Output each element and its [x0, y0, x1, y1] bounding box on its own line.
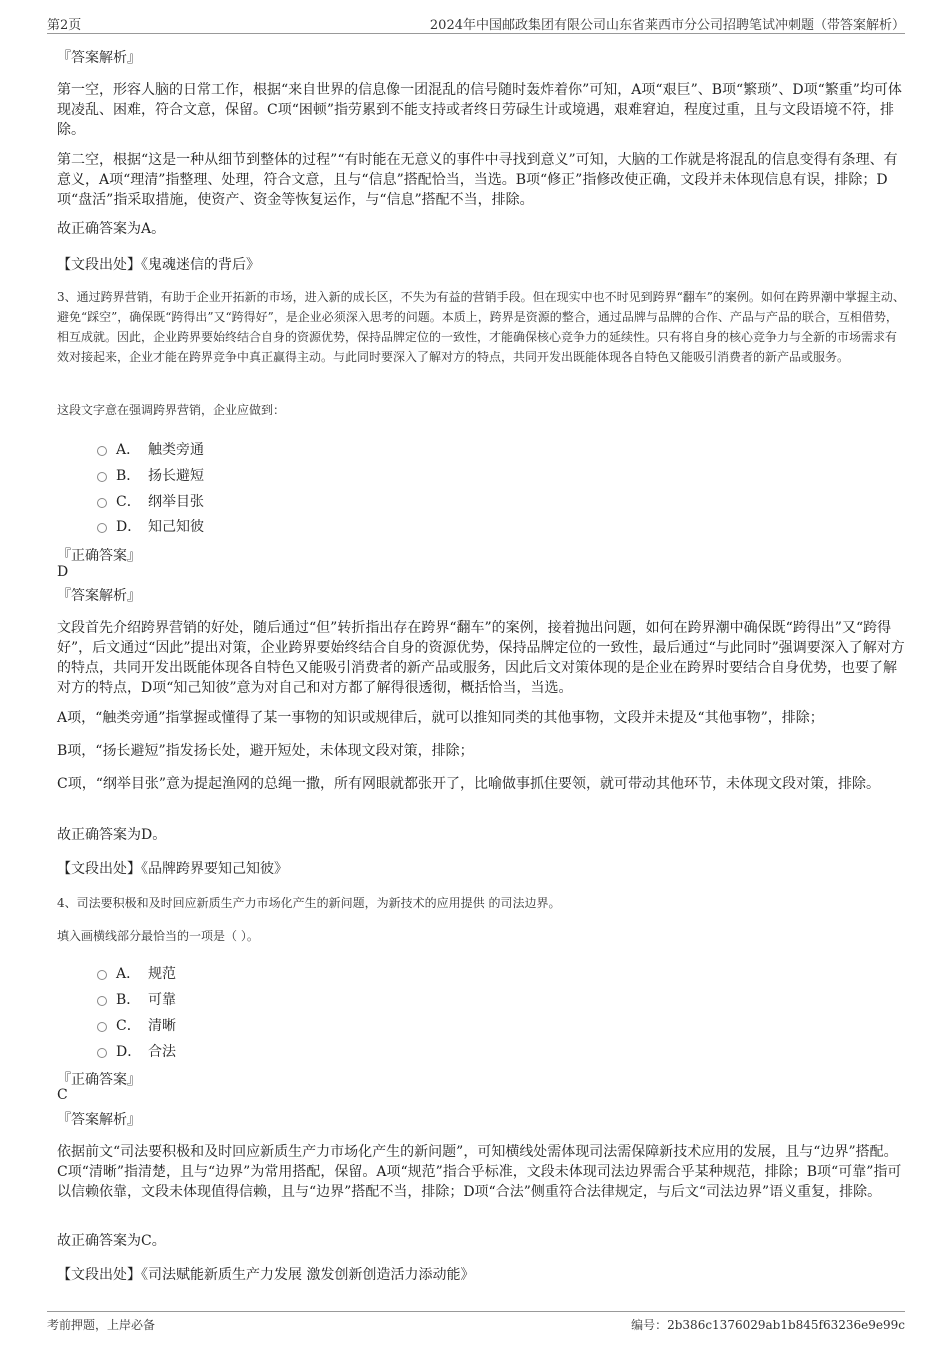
q4-option-b[interactable]: B． 可靠: [97, 989, 176, 1009]
q3-option-b[interactable]: B． 扬长避短: [97, 465, 204, 485]
q3-analysis-para1: 文段首先介绍跨界营销的好处，随后通过“但”转折指出存在跨界“翻车”的案例，接着抛出问题，如何在跨界潮中确保既“跨得出”又“跨得好”，后文通过“因此”提出对策，企业跨界要始终结合自身的资源优势，保持品牌定位的一致性，最后通过“与此同时”强调要深入了解对方的特点，共同开发出既能体现各自特色又能吸引消费者的新产品或服务，因此后文对策体现的是企业在跨界时要结合自身优势，也要了解对方的特点，D项“知己知彼”意为对自己和对方都了解得很透彻，概括恰当，当选。: [57, 620, 905, 696]
q3-analysis-para4: C项，“纲举目张”意为提起渔网的总绳一撒，所有网眼就都张开了，比喻做事抓住要领，就可带动其他环节，未体现文段对策，排除。: [57, 776, 881, 792]
q4-correct-label: 『正确答案』: [57, 1072, 141, 1088]
q4-correct-answer: C: [57, 1087, 68, 1103]
radio-icon[interactable]: [97, 1022, 107, 1032]
q3-prompt: 这段文字意在强调跨界营销，企业应做到：: [57, 403, 286, 417]
q2-analysis-label: 『答案解析』: [57, 50, 141, 66]
q4-conclusion: 故正确答案为C。: [57, 1233, 166, 1249]
radio-icon[interactable]: [97, 523, 107, 533]
q3-source: [57, 858, 288, 878]
radio-icon[interactable]: [97, 472, 107, 482]
q3-analysis-para3: B项，“扬长避短”指发扬长处，避开短处，未体现文段对策，排除；: [57, 743, 474, 759]
q3-option-c[interactable]: C． 纲举目张: [97, 491, 204, 511]
page-header: [47, 14, 905, 34]
q4-option-d[interactable]: D． 合法: [97, 1041, 176, 1061]
q4-option-c[interactable]: C． 清晰: [97, 1015, 176, 1035]
page-footer: [47, 1311, 905, 1337]
q3-question-text: 3、通过跨界营销，有助于企业开拓新的市场，进入新的成长区，不失为有益的营销手段。但在现实中也不时见到跨界“翻车”的案例。如何在跨界潮中掌握主动、避免“踩空”，确保既“跨得出”又“跨得好”，是企业必须深入思考的问题。本质上，跨界是资源的整合，通过品牌与品牌的合作、产品与产品的联合，互相借势，相互成就。因此，企业跨界要始终结合自身的资源优势，保持品牌定位的一致性，才能确保核心竞争力的延续性。只有将自身的核心竞争力与全新的市场需求有效对接起来，企业才能在跨界竞争中真正赢得主动。与此同时要深入了解对方的特点，共同开发出既能体现各自特色又能吸引消费者的新产品或服务。: [57, 290, 905, 364]
q2-source-prefix: 【文段出处】: [57, 257, 141, 273]
q3-source-title: 《品牌跨界要知己知彼》: [141, 861, 288, 877]
q4-question-text: 4、司法要积极和及时回应新质生产力市场化产生的新问题，为新技术的应用提供 的司法边界。: [57, 896, 561, 910]
q3-analysis-label: 『答案解析』: [57, 588, 141, 604]
q3-correct-label: 『正确答案』: [57, 548, 141, 564]
document-id: 编号：2b386c1376029ab1b845f63236e9e99c: [631, 1318, 905, 1332]
q4-prompt: 填入画横线部分最恰当的一项是（ ）。: [57, 929, 259, 943]
q4-source-title: 《司法赋能新质生产力发展 激发创新创造活力添动能》: [141, 1267, 475, 1283]
q4-option-a[interactable]: A． 规范: [97, 963, 176, 983]
page-number: 第2页: [47, 18, 82, 33]
q2-analysis-para2: 第二空，根据“这是一种从细节到整体的过程”“有时能在无意义的事件中寻找到意义”可知，大脑的工作就是将混乱的信息变得有条理、有意义，A项“理清”指整理、处理，符合文意，且与“信息”搭配恰当，当选。B项“修正”指修改使正确，文段并未体现信息有误，排除；D项“盘活”指采取措施，使资产、资金等恢复运作，与“信息”搭配不当，排除。: [57, 152, 898, 208]
q4-analysis-para1: 依据前文“司法要积极和及时回应新质生产力市场化产生的新问题”，可知横线处需体现司法需保障新技术应用的发展，且与“边界”搭配。C项“清晰”指清楚，且与“边界”为常用搭配，保留。A项“规范”指合乎标准，文段未体现司法边界需合乎某种规范，排除；B项“可靠”指可以信赖依靠，文段未体现值得信赖，且与“边界”搭配不当，排除；D项“合法”侧重符合法律规定，与后文“司法边界”语义重复，排除。: [57, 1144, 902, 1200]
q2-source: [57, 254, 260, 274]
q3-source-prefix: 【文段出处】: [57, 861, 141, 877]
radio-icon[interactable]: [97, 996, 107, 1006]
q3-option-d[interactable]: D． 知己知彼: [97, 516, 204, 536]
q4-analysis-label: 『答案解析』: [57, 1112, 141, 1128]
q3-correct-answer: D: [57, 564, 69, 580]
q2-analysis-para1: 第一空，形容人脑的日常工作，根据“来自世界的信息像一团混乱的信号随时轰炸着你”可知，A项“艰巨”、B项“繁琐”、D项“繁重”均可体现凌乱、困难，符合文意，保留。C项“困顿”指劳累到不能支持或者终日劳碌生计或境遇，艰难窘迫，程度过重，且与文段语境不符，排除。: [57, 82, 902, 138]
document-title: 2024年中国邮政集团有限公司山东省莱西市分公司招聘笔试冲刺题（带答案解析）: [429, 18, 905, 33]
q3-conclusion: 故正确答案为D。: [57, 827, 167, 843]
q3-analysis-para2: A项，“触类旁通”指掌握或懂得了某一事物的知识或规律后，就可以推知同类的其他事物，文段并未提及“其他事物”，排除；: [57, 710, 824, 726]
q4-source: [57, 1264, 474, 1284]
radio-icon[interactable]: [97, 498, 107, 508]
q4-source-prefix: 【文段出处】: [57, 1267, 141, 1283]
radio-icon[interactable]: [97, 1048, 107, 1058]
q2-conclusion: 故正确答案为A。: [57, 221, 166, 237]
q2-source-title: 《鬼魂迷信的背后》: [141, 257, 260, 273]
footer-slogan: 考前押题，上岸必备: [47, 1318, 156, 1332]
radio-icon[interactable]: [97, 970, 107, 980]
radio-icon[interactable]: [97, 446, 107, 456]
q3-option-a[interactable]: A． 触类旁通: [97, 439, 204, 459]
